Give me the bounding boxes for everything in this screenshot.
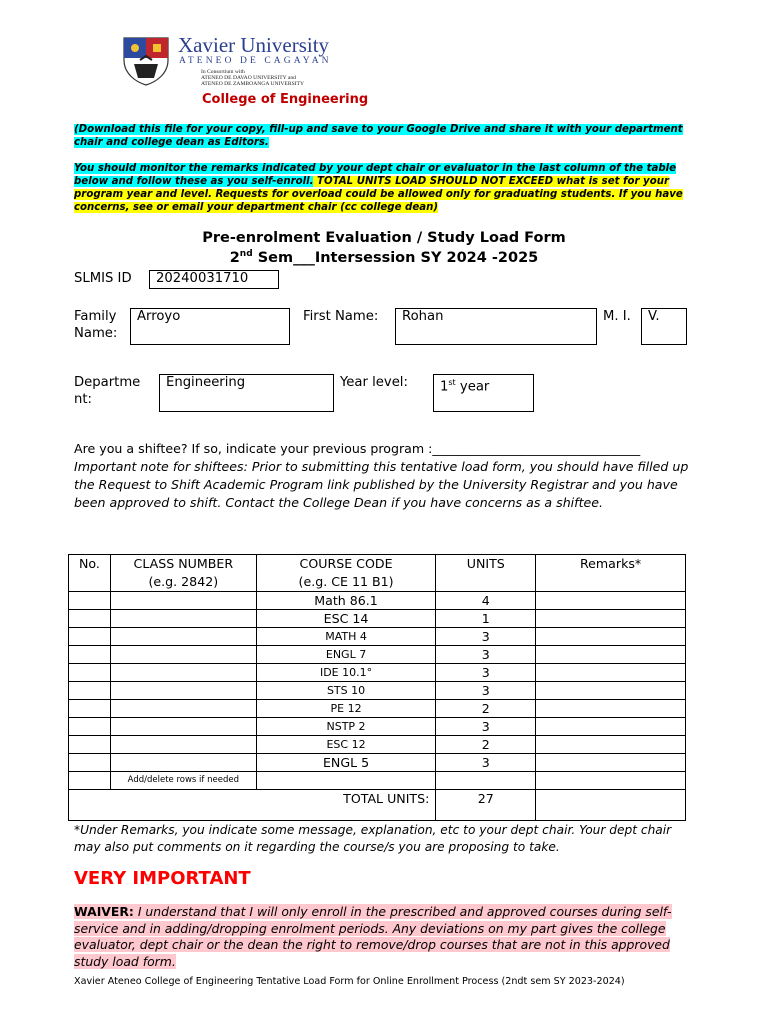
family-label-line2: Name: — [74, 326, 118, 341]
course-code-cell[interactable]: MATH 4 — [256, 628, 436, 646]
university-subtitle: ATENEO DE CAGAYAN — [179, 56, 332, 66]
course-code-cell[interactable] — [256, 772, 436, 790]
remarks-cell[interactable] — [536, 754, 686, 772]
department-label — [74, 374, 140, 408]
first-name-label: First Name: — [303, 309, 379, 324]
units-cell[interactable] — [436, 772, 536, 790]
course-code-cell[interactable]: IDE 10.1° — [256, 664, 436, 682]
no-cell[interactable] — [69, 772, 111, 790]
department-label-line1: Departme — [74, 375, 141, 390]
table-row — [69, 664, 686, 682]
table-row — [69, 628, 686, 646]
course-code-cell[interactable]: ENGL 5 — [256, 754, 436, 772]
course-header-line2: (e.g. CE 11 B1) — [298, 574, 394, 589]
course-code-cell[interactable]: ESC 12 — [256, 736, 436, 754]
sem-suffix: nd — [239, 249, 253, 259]
no-cell[interactable] — [69, 592, 111, 610]
no-cell[interactable] — [69, 610, 111, 628]
family-name-label — [74, 308, 117, 342]
units-cell[interactable]: 3 — [436, 628, 536, 646]
consortium-line: ATENEO DE DAVAO UNIVERSITY and — [201, 75, 296, 81]
middle-initial-label: M. I. — [603, 309, 631, 324]
family-name-field[interactable]: Arroyo — [130, 308, 290, 345]
course-code-cell[interactable]: NSTP 2 — [256, 718, 436, 736]
no-cell[interactable] — [69, 718, 111, 736]
units-cell[interactable]: 4 — [436, 592, 536, 610]
remarks-cell[interactable] — [536, 682, 686, 700]
university-seal-logo — [120, 34, 172, 86]
no-cell[interactable] — [69, 628, 111, 646]
col-header-remarks: Remarks* — [536, 555, 686, 592]
class-number-cell[interactable] — [110, 700, 256, 718]
class-number-cell[interactable] — [110, 736, 256, 754]
table-header-row — [69, 555, 686, 592]
monitor-note-cyan: You should monitor the remarks indicated by your dept chair or evaluator in the last column of the table below and follow these as you self-enroll. — [74, 163, 677, 187]
col-header-course-code — [256, 555, 436, 592]
table-row — [69, 592, 686, 610]
download-note-text: (Download this file for your copy, fill-up and save to your Google Drive and share it with your department chair and college dean as Editors. — [74, 124, 683, 148]
class-number-cell[interactable] — [110, 664, 256, 682]
sem-rest: Sem___Intersession SY 2024 -2025 — [252, 249, 539, 266]
units-cell[interactable]: 3 — [436, 754, 536, 772]
course-header-line1: COURSE CODE — [299, 556, 393, 571]
course-code-cell[interactable]: ESC 14 — [256, 610, 436, 628]
remarks-footnote: *Under Remarks, you indicate some message, explanation, etc to your dept chair. Your dept chair may also put comments on it regarding the course/s you are proposing to take. — [74, 823, 672, 854]
remarks-cell[interactable] — [536, 718, 686, 736]
table-row — [69, 736, 686, 754]
middle-initial-field[interactable]: V. — [641, 308, 687, 345]
table-row — [69, 754, 686, 772]
units-cell[interactable]: 2 — [436, 736, 536, 754]
units-cell[interactable]: 3 — [436, 646, 536, 664]
total-units-label: TOTAL UNITS: — [69, 790, 436, 821]
waiver-paragraph — [74, 904, 696, 970]
remarks-cell[interactable] — [536, 736, 686, 754]
class-number-cell[interactable] — [110, 592, 256, 610]
remarks-cell[interactable] — [536, 646, 686, 664]
year-num: 1 — [440, 379, 449, 395]
university-name: Xavier University — [178, 33, 330, 57]
shiftee-note: Important note for shiftees: Prior to submitting this tentative load form, you should have filled up the Request to Shift Academic Program link published by the University Registrar and you have been approved to shift. Contact the College Dean if you have concerns as a shiftee. — [74, 459, 689, 510]
shiftee-question: Are you a shiftee? If so, indicate your previous program :_________________________________ — [74, 441, 641, 456]
monitor-note — [74, 162, 694, 214]
no-cell[interactable] — [69, 664, 111, 682]
study-load-table — [68, 554, 686, 821]
consortium-line: ATENEO DE ZAMBOANGA UNIVERSITY — [201, 81, 305, 87]
remarks-cell[interactable] — [536, 772, 686, 790]
year-level-field[interactable] — [433, 374, 534, 412]
remarks-cell[interactable] — [536, 628, 686, 646]
first-name-field[interactable]: Rohan — [395, 308, 597, 345]
units-cell[interactable]: 3 — [436, 718, 536, 736]
class-header-line1: CLASS NUMBER — [133, 556, 234, 571]
table-row — [69, 610, 686, 628]
remarks-cell[interactable] — [536, 592, 686, 610]
units-cell[interactable]: 3 — [436, 664, 536, 682]
total-remarks-cell — [536, 790, 686, 821]
form-subtitle — [0, 249, 768, 266]
class-number-cell[interactable] — [110, 610, 256, 628]
monitor-note-yellow: TOTAL UNITS LOAD SHOULD NOT EXCEED what is set for your program year and level. Requests for overload could be allowed only for graduating students. If you have concerns, see or email your department chair (cc college dean) — [74, 176, 683, 213]
no-cell[interactable] — [69, 646, 111, 664]
add-delete-rows-hint: Add/delete rows if needed — [110, 772, 256, 790]
table-row — [69, 646, 686, 664]
class-number-cell[interactable] — [110, 682, 256, 700]
units-cell[interactable]: 1 — [436, 610, 536, 628]
download-note — [74, 123, 694, 149]
consortium-line: In Consortium with — [201, 69, 245, 75]
slmis-label: SLMIS ID — [74, 271, 132, 286]
class-number-cell[interactable] — [110, 754, 256, 772]
college-name: College of Engineering — [202, 92, 369, 107]
units-cell[interactable]: 2 — [436, 700, 536, 718]
slmis-field[interactable]: 20240031710 — [149, 270, 279, 289]
class-header-line2: (e.g. 2842) — [148, 574, 219, 589]
course-code-cell[interactable]: PE 12 — [256, 700, 436, 718]
department-field[interactable]: Engineering — [159, 374, 334, 412]
very-important-heading: VERY IMPORTANT — [74, 868, 251, 889]
remarks-cell[interactable] — [536, 700, 686, 718]
no-cell[interactable] — [69, 736, 111, 754]
waiver-label: WAIVER: — [74, 904, 134, 919]
family-label-line1: Family — [74, 309, 117, 324]
no-cell[interactable] — [69, 700, 111, 718]
course-code-cell[interactable]: ENGL 7 — [256, 646, 436, 664]
no-cell[interactable] — [69, 754, 111, 772]
table-row — [69, 700, 686, 718]
year-suffix: st — [448, 378, 456, 387]
table-row — [69, 718, 686, 736]
col-header-class-number — [110, 555, 256, 592]
table-row — [69, 682, 686, 700]
class-number-cell[interactable] — [110, 646, 256, 664]
course-code-cell[interactable]: Math 86.1 — [256, 592, 436, 610]
course-code-cell[interactable]: STS 10 — [256, 682, 436, 700]
remarks-cell[interactable] — [536, 664, 686, 682]
col-header-units: UNITS — [436, 555, 536, 592]
units-cell[interactable]: 3 — [436, 682, 536, 700]
page-footer: Xavier Ateneo College of Engineering Tentative Load Form for Online Enrollment Process (2ndt sem SY 2023-2024) — [74, 976, 625, 987]
year-rest: year — [455, 379, 490, 395]
total-units-value: 27 — [436, 790, 536, 821]
remarks-cell[interactable] — [536, 610, 686, 628]
class-number-cell[interactable] — [110, 628, 256, 646]
year-level-label: Year level: — [340, 375, 408, 390]
sem-number: 2 — [229, 249, 240, 266]
col-header-no: No. — [69, 555, 111, 592]
table-row — [69, 772, 686, 790]
no-cell[interactable] — [69, 682, 111, 700]
department-label-line2: nt: — [74, 392, 92, 407]
total-row — [69, 790, 686, 821]
form-title: Pre-enrolment Evaluation / Study Load Form — [202, 230, 566, 246]
waiver-text: I understand that I will only enroll in the prescribed and approved courses during self-service and in adding/dropping enrolment periods. Any deviations on my part gives the college evaluator, dept chair or the dean the right to remove/drop courses that are not in this approved study load form. — [74, 904, 672, 969]
class-number-cell[interactable] — [110, 718, 256, 736]
